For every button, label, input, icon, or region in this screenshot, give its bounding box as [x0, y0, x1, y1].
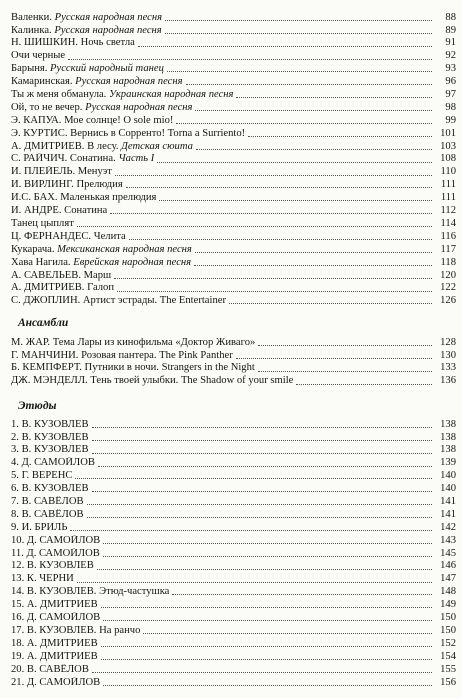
toc-entry: Валенки. Русская народная песня 88	[11, 11, 456, 23]
toc-entry: И.С. БАХ. Маленькая прелюдия 111	[11, 192, 456, 204]
page-number: 111	[440, 179, 456, 191]
toc-entry: 13. К. ЧЕРНИ 147	[11, 573, 456, 585]
toc-entry: 17. В. КУЗОВЛЕВ. На ранчо 150	[11, 624, 456, 636]
toc-entry: 2. В. КУЗОВЛЕВ 138	[11, 431, 456, 443]
toc-entry: А. ДМИТРИЕВ. Галоп 122	[11, 282, 456, 294]
toc-entry: 5. Г. ВЕРЕНС 140	[11, 470, 456, 482]
toc-entry: М. ЖАР. Тема Лары из кинофильма «Доктор Живаго» 128	[11, 336, 456, 348]
page-number: 108	[440, 153, 456, 165]
page-number: 117	[440, 243, 456, 255]
section-heading-ensembles: Ансамбли	[18, 317, 69, 329]
page-number: 145	[440, 547, 456, 559]
toc-entry: 12. В. КУЗОВЛЕВ 146	[11, 560, 456, 572]
toc-entry: Б. КЕМПФЕРТ. Путники в ночи. Strangers in the Night 133	[11, 362, 456, 374]
page-number: 133	[440, 362, 456, 374]
toc-entry: 6. В. КУЗОВЛЕВ 140	[11, 483, 456, 495]
page-number: 128	[440, 336, 456, 348]
page-number: 126	[440, 295, 456, 307]
page-number: 120	[440, 269, 456, 281]
toc-entry: Калинка. Русская народная песня 89	[11, 24, 456, 36]
toc-entry: 3. В. КУЗОВЛЕВ 138	[11, 444, 456, 456]
page-number: 147	[440, 573, 456, 585]
page-number: 140	[440, 483, 456, 495]
page-number: 122	[440, 282, 456, 294]
toc-entry: 14. В. КУЗОВЛЕВ. Этюд-частушка 148	[11, 586, 456, 598]
toc-entry: 20. В. САВЁЛОВ 155	[11, 663, 456, 675]
page-number: 146	[440, 560, 456, 572]
toc-entry: А. САВЕЛЬЕВ. Марш 120	[11, 269, 456, 281]
page-number: 140	[440, 470, 456, 482]
toc-entry: 18. А. ДМИТРИЕВ 152	[11, 637, 456, 649]
page-number: 150	[440, 612, 456, 624]
toc-entry: Г. МАНЧИНИ. Розовая пантера. The Pink Panther 130	[11, 349, 456, 361]
page-number: 154	[440, 650, 456, 662]
page-number: 143	[440, 534, 456, 546]
page-number: 139	[440, 457, 456, 469]
page-number: 156	[440, 676, 456, 688]
toc-entry: 8. В. САВЁЛОВ 141	[11, 508, 456, 520]
page-number: 103	[440, 140, 456, 152]
page-number: 138	[440, 431, 456, 443]
page-number: 142	[440, 521, 456, 533]
page-number: 152	[440, 637, 456, 649]
toc-entry: И. АНДРЕ. Сонатина 112	[11, 205, 456, 217]
toc-entry: 16. Д. САМОЙЛОВ 150	[11, 612, 456, 624]
toc-entry: Ц. ФЕРНАНДЕС. Челита 116	[11, 230, 456, 242]
toc-entry: 21. Д. САМОЙЛОВ 156	[11, 676, 456, 688]
toc-entry: Ой, то не вечер. Русская народная песня 98	[11, 101, 456, 113]
toc-entry: ДЖ. МЭНДЕЛЛ. Тень твоей улыбки. The Shadow of your smile 136	[11, 375, 456, 387]
toc-entry: 15. А. ДМИТРИЕВ 149	[11, 599, 456, 611]
toc-entry: 11. Д. САМОЙЛОВ 145	[11, 547, 456, 559]
page-number: 93	[445, 63, 456, 75]
page-number: 136	[440, 375, 456, 387]
page-number: 155	[440, 663, 456, 675]
page-number: 101	[440, 127, 456, 139]
page-number: 138	[440, 418, 456, 430]
toc-entry: 7. В. САВЁЛОВ 141	[11, 496, 456, 508]
toc-entry: Камаринская. Русская народная песня 96	[11, 76, 456, 88]
main-entries-list	[11, 11, 456, 307]
page-number: 138	[440, 444, 456, 456]
toc-entry: Хава Нагила. Еврейская народная песня 118	[11, 256, 456, 268]
page-number: 110	[440, 166, 456, 178]
page-number: 112	[440, 205, 456, 217]
toc-entry: Э. КАПУА. Мое солнце! O sole mio! 99	[11, 114, 456, 126]
toc-entry: Н. ШИШКИН. Ночь светла 91	[11, 37, 456, 49]
page-number: 130	[440, 349, 456, 361]
ensembles-list	[11, 336, 456, 388]
toc-entry: С. РАЙЧИЧ. Сонатина. Часть I 108	[11, 153, 456, 165]
toc-entry: 4. Д. САМОЙЛОВ 139	[11, 457, 456, 469]
toc-entry: 10. Д. САМОЙЛОВ 143	[11, 534, 456, 546]
page-number: 116	[440, 230, 456, 242]
page-number: 96	[445, 76, 456, 88]
page-number: 97	[445, 89, 456, 101]
toc-entry: И. ВИРЛИНГ. Прелюдия 111	[11, 179, 456, 191]
toc-entry: Барыня. Русский народный танец 93	[11, 63, 456, 75]
toc-entry: Кукарача. Мексиканская народная песня 117	[11, 243, 456, 255]
toc-entry: С. ДЖОПЛИН. Артист эстрады. The Entertainer 126	[11, 295, 456, 307]
page-number: 92	[445, 50, 456, 62]
page-number: 141	[440, 508, 456, 520]
toc-entry: 19. А. ДМИТРИЕВ 154	[11, 650, 456, 662]
page-number: 91	[445, 37, 456, 49]
toc-entry: 1. В. КУЗОВЛЕВ 138	[11, 418, 456, 430]
toc-entry: Ты ж меня обманула. Украинская народная песня 97	[11, 89, 456, 101]
page-number: 141	[440, 496, 456, 508]
page-number: 118	[440, 256, 456, 268]
page-number: 149	[440, 599, 456, 611]
page-number: 111	[440, 192, 456, 204]
toc-entry: И. ПЛЕЙЕЛЬ. Менуэт 110	[11, 166, 456, 178]
etudes-list	[11, 418, 456, 689]
toc-entry: Танец цыплят 114	[11, 217, 456, 229]
page-number: 148	[440, 586, 456, 598]
page-number: 88	[445, 11, 456, 23]
toc-entry: Э. КУРТИС. Вернись в Сорренто! Torna a Surriento! 101	[11, 127, 456, 139]
toc-entry: Очи черные 92	[11, 50, 456, 62]
page-number: 114	[440, 217, 456, 229]
toc-entry: 9. И. БРИЛЬ 142	[11, 521, 456, 533]
section-heading-etudes: Этюды	[18, 400, 57, 412]
toc-entry: А. ДМИТРИЕВ. В лесу. Детская сюита 103	[11, 140, 456, 152]
page-number: 89	[445, 24, 456, 36]
page-number: 150	[440, 624, 456, 636]
page-number: 98	[445, 101, 456, 113]
page-number: 99	[445, 114, 456, 126]
